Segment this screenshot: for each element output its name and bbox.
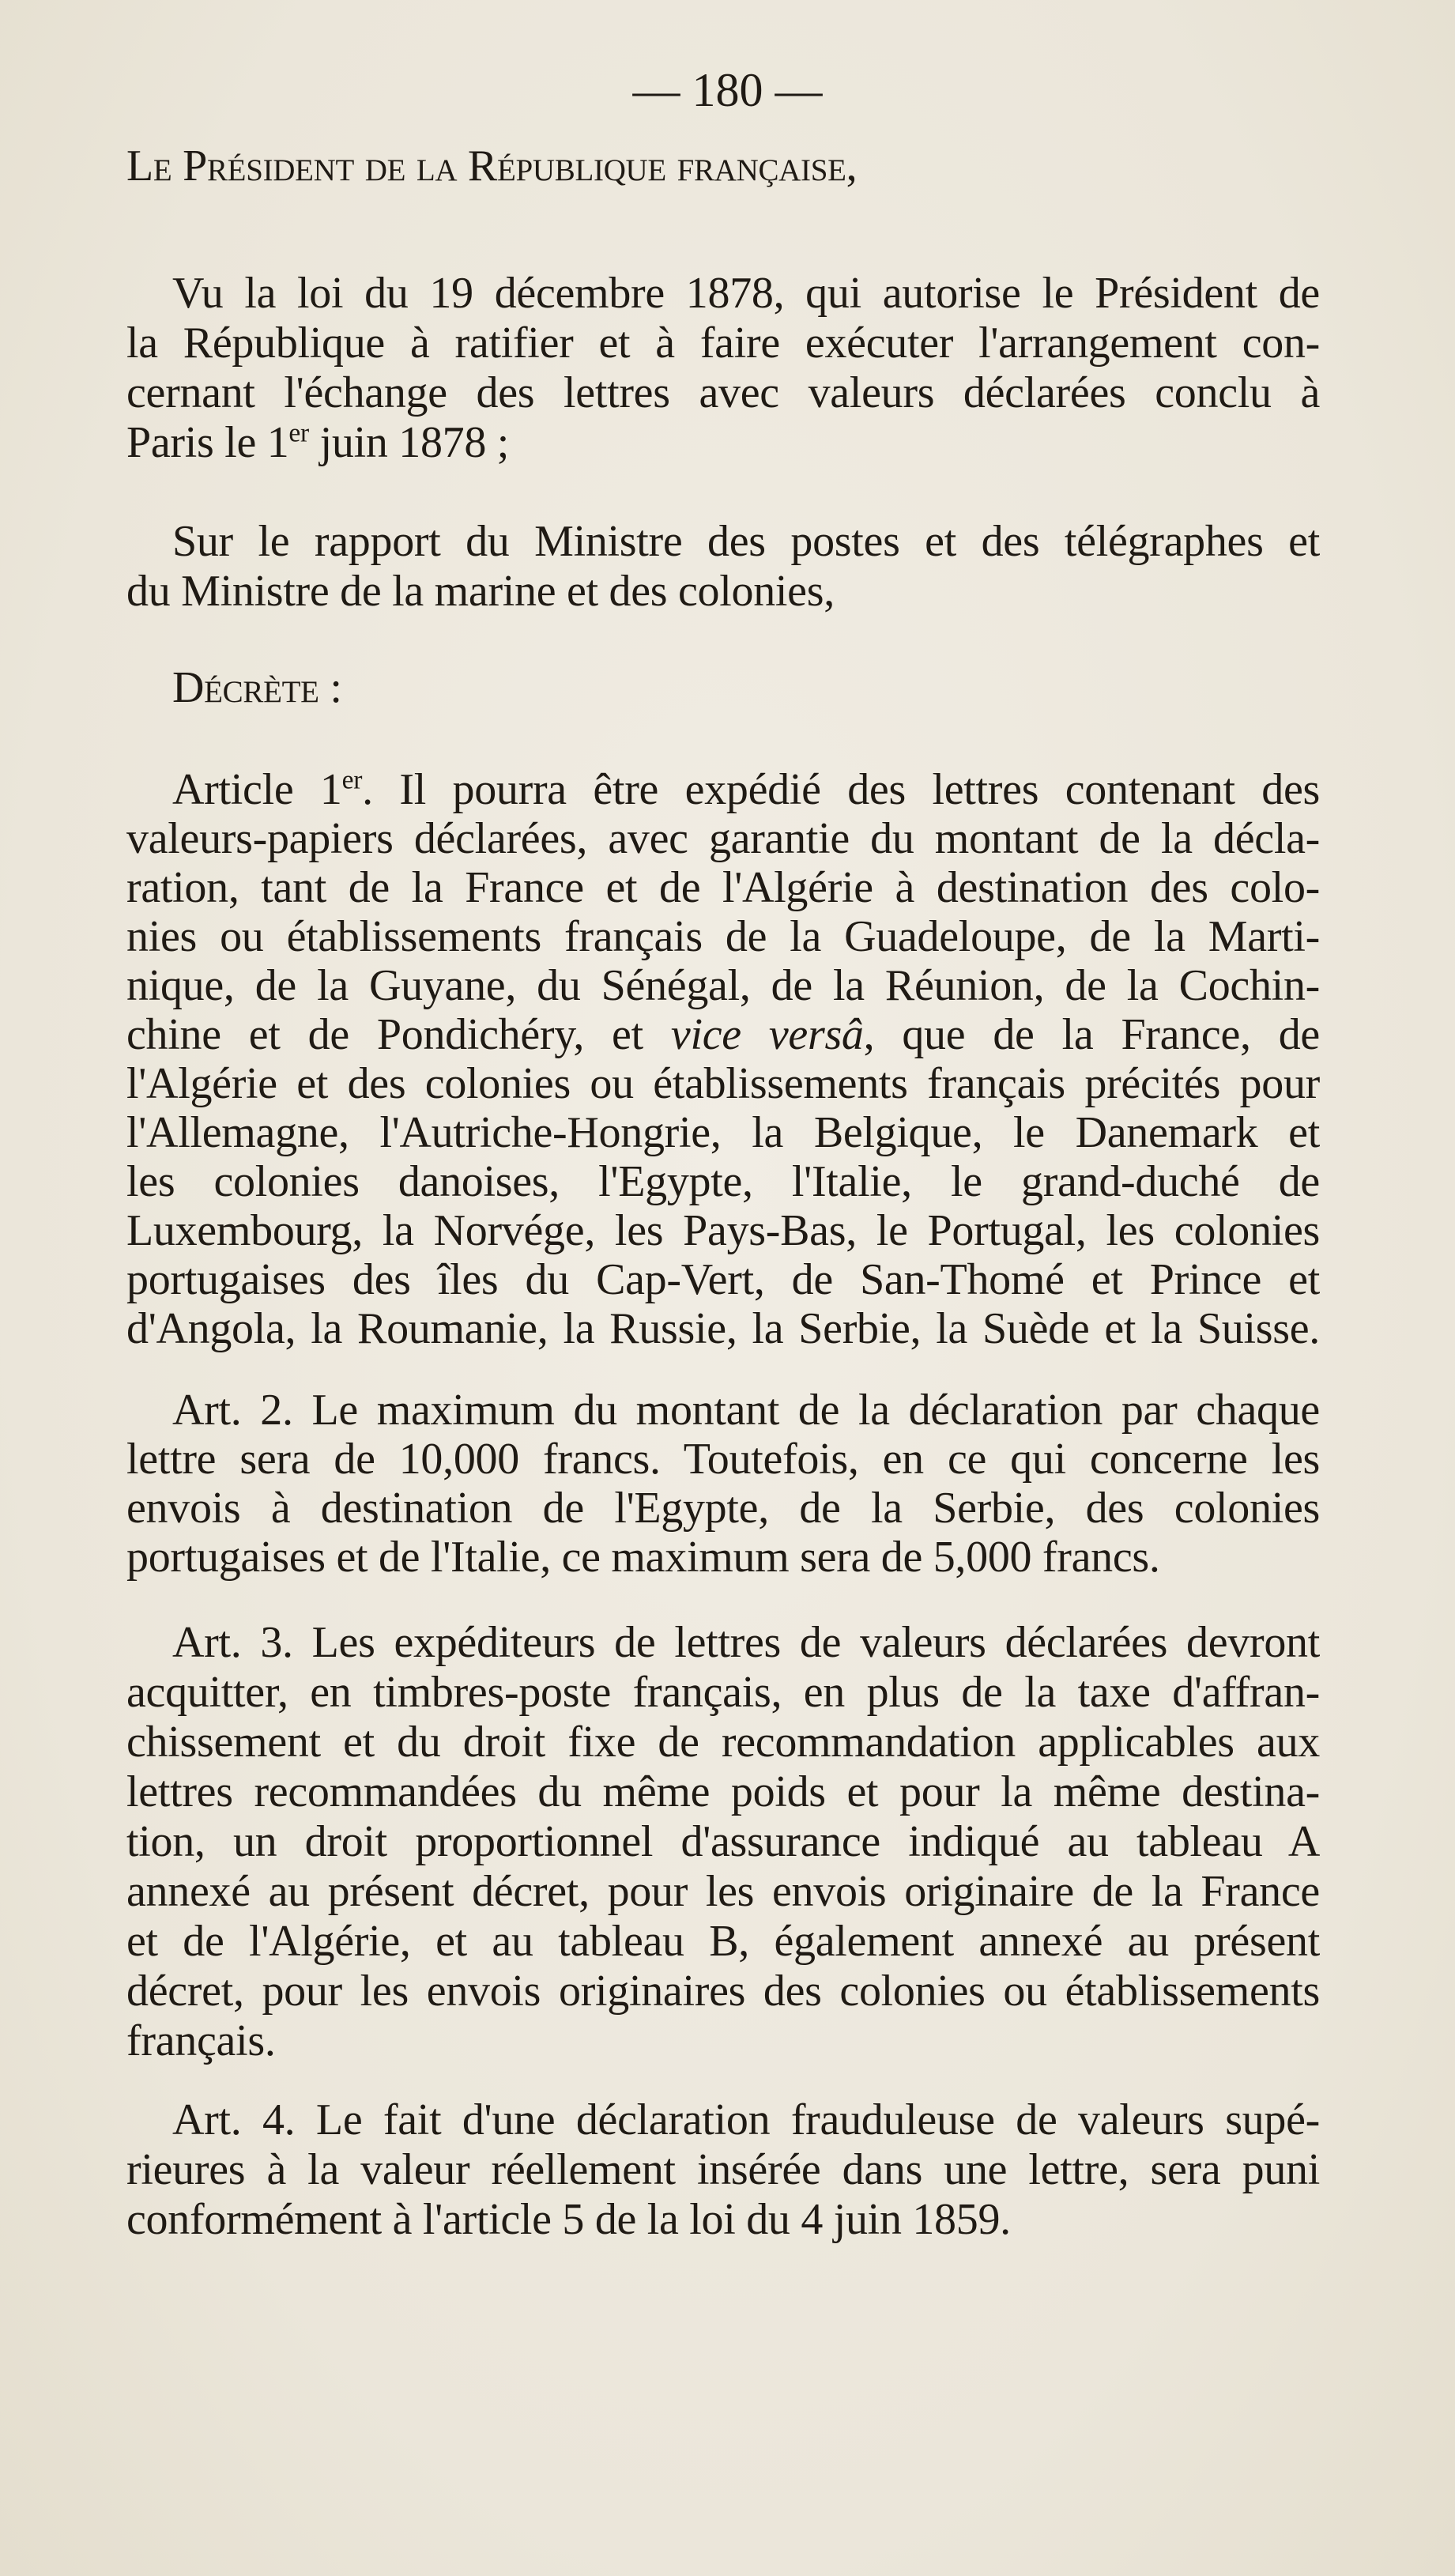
- text-fragment: . Il pourra être expédié des lettres contenant des: [362, 765, 1321, 814]
- page-number: — 180 —: [632, 64, 823, 116]
- text-line: nies ou établissements français de la Guadeloupe, de la Marti-: [126, 912, 1320, 961]
- text-line: portugaises des îles du Cap-Vert, de San-Thomé et Prince et: [126, 1255, 1320, 1304]
- text-fragment: , que de la France, de: [863, 1010, 1320, 1059]
- text-fragment: Article 1: [172, 765, 342, 814]
- text-line: cernant l'échange des lettres avec valeurs déclarées conclu à: [126, 368, 1320, 417]
- text-line: conformément à l'article 5 de la loi du 4 juin 1859.: [126, 2195, 1011, 2244]
- text-line: Art. 4. Le fait d'une déclaration frauduleuse de valeurs supé-: [172, 2095, 1320, 2144]
- text-line: lettre sera de 10,000 francs. Toutefois, en ce qui concerne les: [126, 1435, 1320, 1484]
- text-line: du Ministre de la marine et des colonies,: [126, 567, 835, 616]
- text-line: acquitter, en timbres-poste français, en plus de la taxe d'affran-: [126, 1668, 1320, 1717]
- text-line: Vu la loi du 19 décembre 1878, qui autorise le Président de: [172, 269, 1320, 318]
- decrete-text: Décrète :: [172, 663, 342, 712]
- article-3: [126, 1618, 1320, 2066]
- text-fragment: Paris le 1: [126, 418, 289, 467]
- text-line: les colonies danoises, l'Egypte, l'Italie, le grand-duché de: [126, 1157, 1320, 1206]
- text-line: Sur le rapport du Ministre des postes et des télégraphes et: [172, 517, 1320, 566]
- paragraph-vu: [126, 269, 1320, 468]
- text-line: d'Angola, la Roumanie, la Russie, la Serbie, la Suède et la Suisse.: [126, 1304, 1320, 1353]
- superscript: er: [288, 418, 309, 448]
- decrete-heading: [126, 662, 1366, 713]
- text-line: annexé au présent décret, pour les envois originaire de la France: [126, 1867, 1320, 1916]
- superscript: er: [341, 765, 363, 795]
- text-line: français.: [126, 2016, 276, 2065]
- article-4: [126, 2095, 1320, 2245]
- text-line: décret, pour les envois originaires des colonies ou établissements: [126, 1967, 1320, 2016]
- text-fragment: juin 1878 ;: [308, 418, 509, 467]
- text-line: nique, de la Guyane, du Sénégal, de la Réunion, de la Cochin-: [126, 961, 1320, 1010]
- text-line: l'Algérie et des colonies ou établissements français précités pour: [126, 1059, 1320, 1108]
- text-line: rieures à la valeur réellement insérée dans une lettre, sera puni: [126, 2145, 1320, 2194]
- text-line: valeurs-papiers déclarées, avec garantie du montant de la décla-: [126, 814, 1320, 863]
- heading-text: Le Président de la République française,: [126, 141, 858, 190]
- text-line: [126, 418, 1320, 468]
- text-line: Art. 3. Les expéditeurs de lettres de valeurs déclarées devront: [172, 1618, 1320, 1667]
- decree-heading: [126, 141, 1320, 191]
- text-line: Luxembourg, la Norvége, les Pays-Bas, le Portugal, les colonies: [126, 1206, 1320, 1255]
- text-line: lettres recommandées du même poids et pour la même destina-: [126, 1767, 1320, 1816]
- text-line: chissement et du droit fixe de recommandation applicables aux: [126, 1718, 1320, 1767]
- text-line: l'Allemagne, l'Autriche-Hongrie, la Belgique, le Danemark et: [126, 1108, 1320, 1157]
- text-line: Art. 2. Le maximum du montant de la déclaration par chaque: [172, 1386, 1320, 1435]
- article-1: [126, 765, 1320, 1353]
- text-line: envois à destination de l'Egypte, de la Serbie, des colonies: [126, 1484, 1320, 1533]
- text-line: [126, 765, 1320, 814]
- article-2: [126, 1386, 1320, 1582]
- text-line: et de l'Algérie, et au tableau B, également annexé au présent: [126, 1917, 1320, 1966]
- text-line: la République à ratifier et à faire exécuter l'arrangement con-: [126, 319, 1320, 368]
- text-fragment: chine et de Pondichéry, et: [126, 1010, 671, 1059]
- text-line: tion, un droit proportionnel d'assurance indiqué au tableau A: [126, 1817, 1320, 1866]
- italic-fragment: vice versâ: [670, 1010, 864, 1059]
- text-line: [126, 1010, 1320, 1059]
- paragraph-sur: [126, 517, 1320, 617]
- text-line: portugaises et de l'Italie, ce maximum sera de 5,000 francs.: [126, 1533, 1160, 1582]
- text-line: ration, tant de la France et de l'Algérie à destination des colo-: [126, 863, 1320, 912]
